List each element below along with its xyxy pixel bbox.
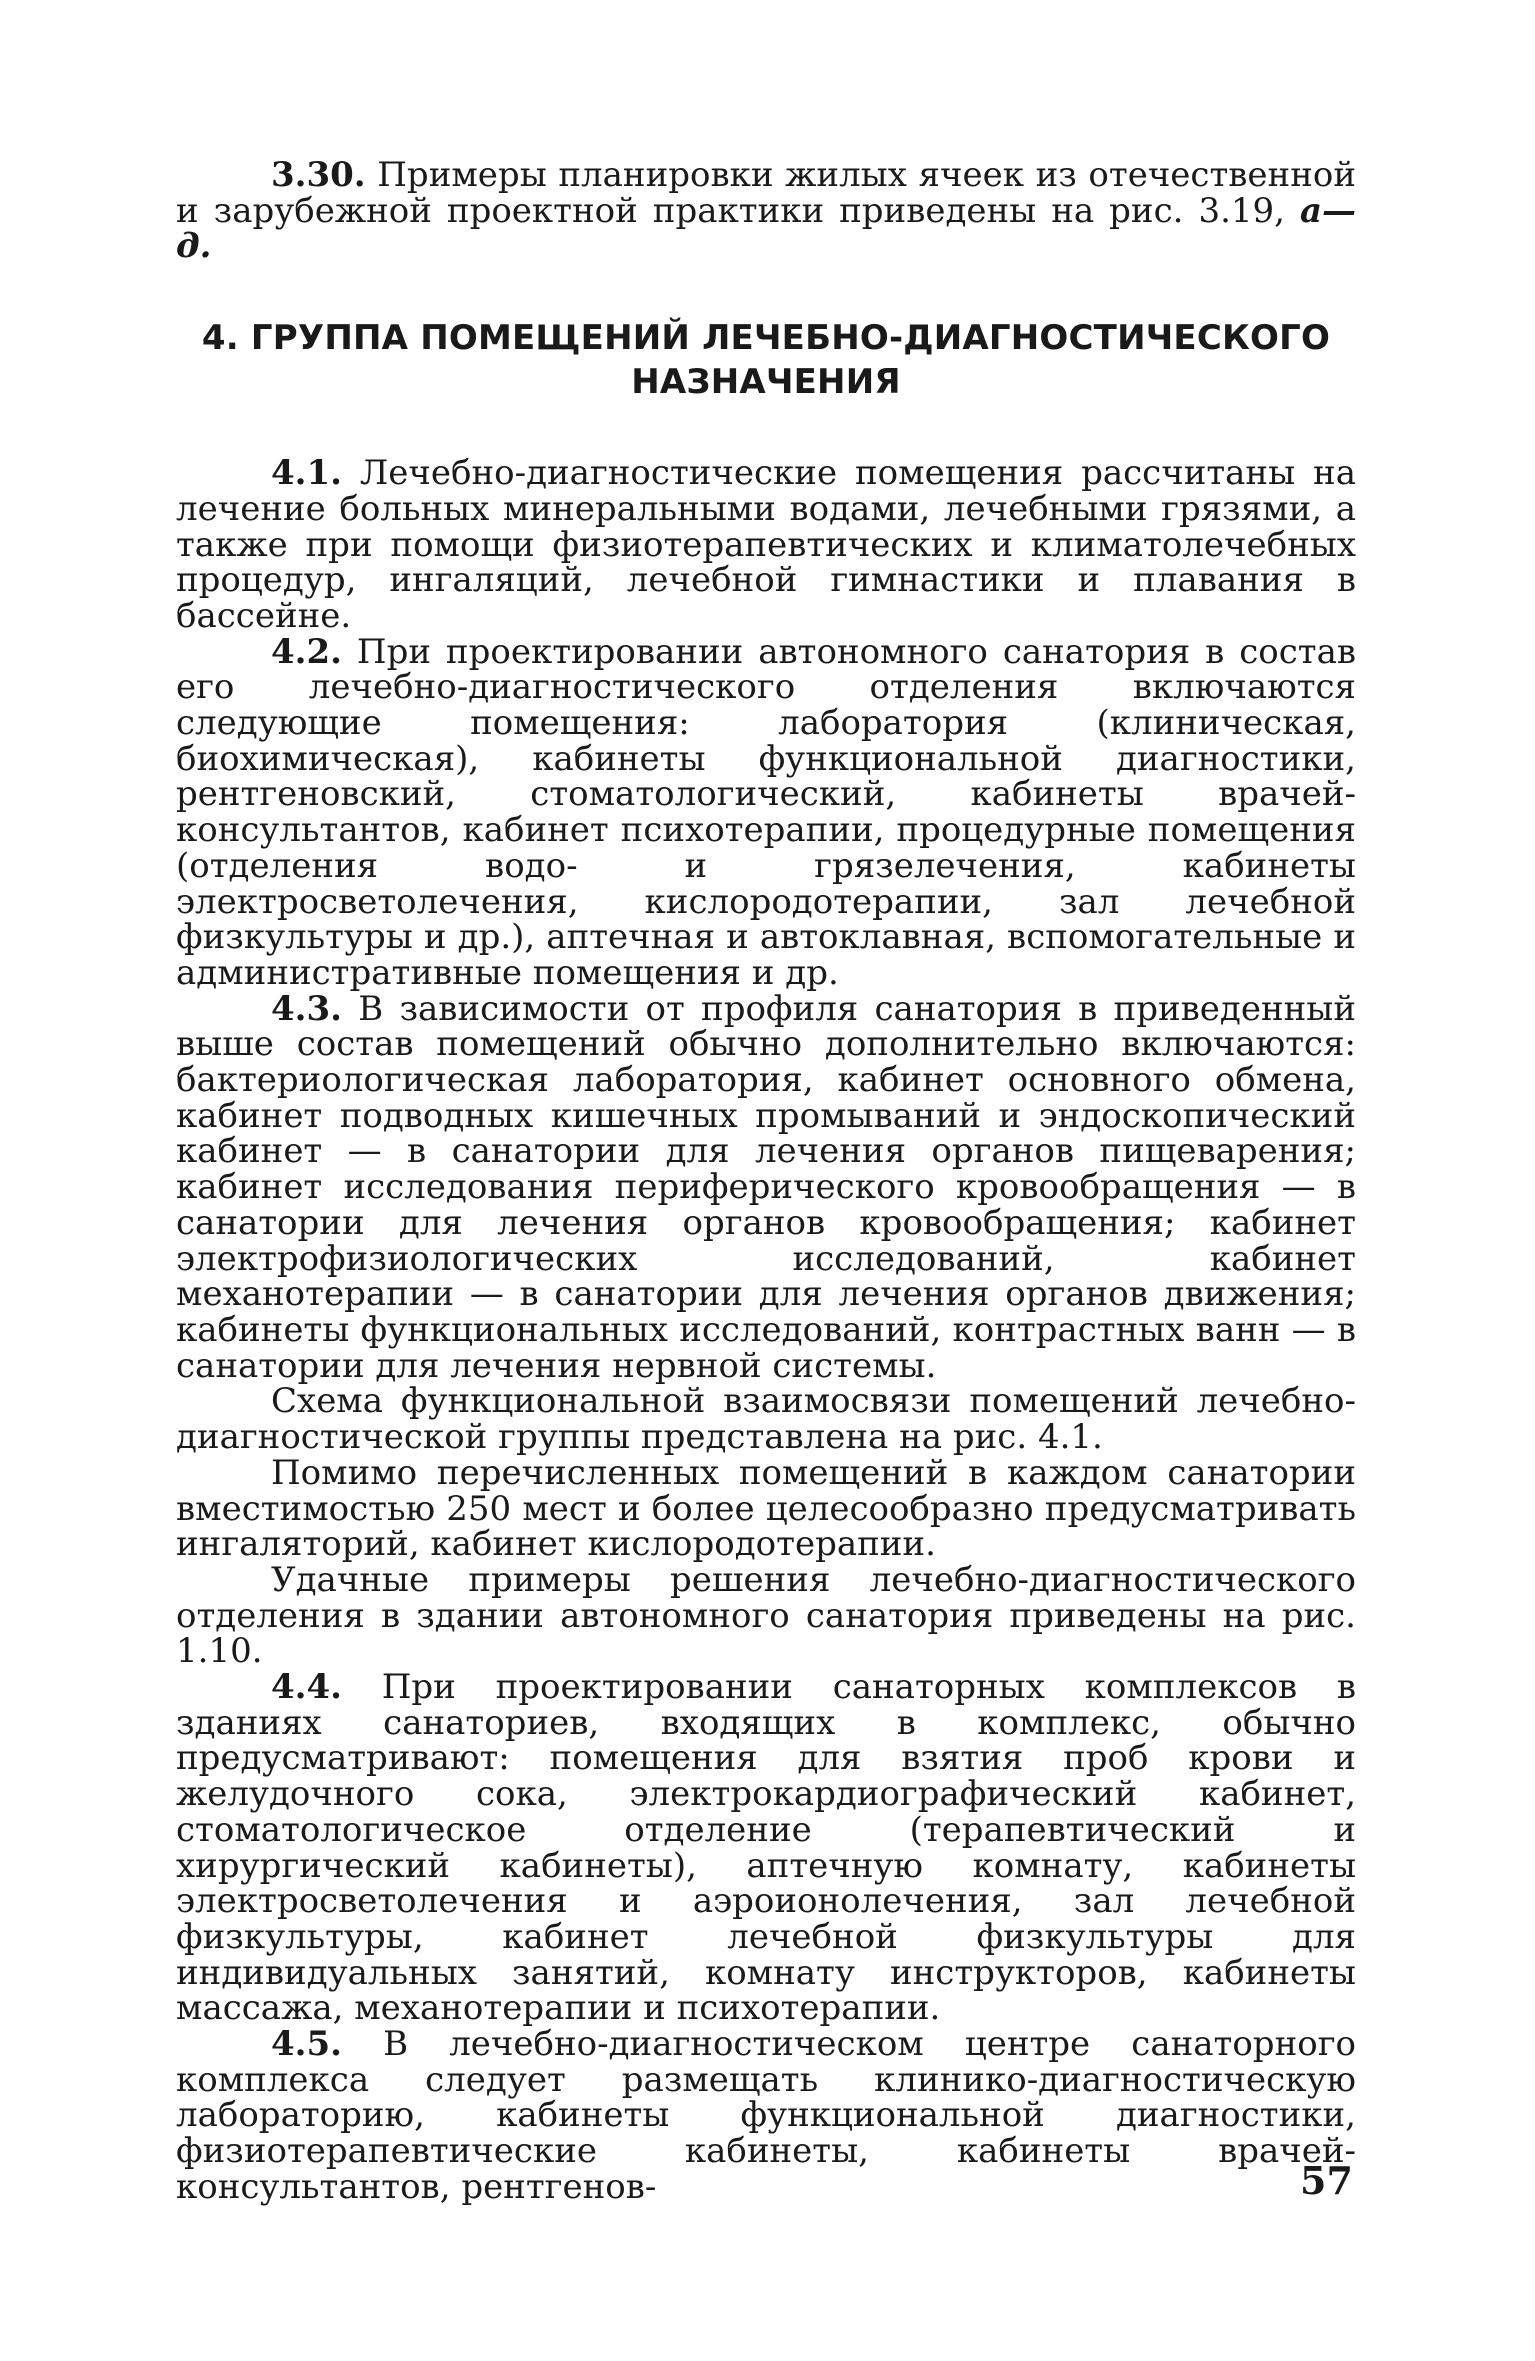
paragraph-number: 4.1.: [271, 453, 342, 494]
section-title-line-2: НАЗНАЧЕНИЯ: [631, 362, 901, 403]
paragraph-4-2: [176, 631, 1356, 993]
paragraph-number: 4.3.: [271, 988, 342, 1029]
paragraph-4-4: [176, 1667, 1356, 2029]
paragraph-number: 3.30.: [271, 155, 366, 195]
paragraph-4-5: [176, 2024, 1356, 2207]
paragraph-examples: Удачные примеры решения лечебно-диагностического отделения в здании автономного санатория приведены на рис. 1.10.: [176, 1559, 1356, 1672]
paragraph-text: В зависимости от профиля санатория в приведенный выше состав помещений обычно дополнительно включаются: бактериологическая лаборатория, кабинет основного обмена, кабинет подводных кишечных промываний и эндоскопический кабинет — в санатории для лечения органов пищеварения; кабинет исследования периферического кровообращения — в санатории для лечения органов кровообращения; кабинет электрофизиологических исследований, кабинет механотерапии — в санатории для лечения органов движения; кабинеты функциональных исследований, контрастных ванн — в санатории для лечения нервной системы.: [176, 988, 1356, 1386]
paragraph-number: 4.4.: [271, 1667, 342, 1708]
figure-reference: а—д.: [176, 190, 1356, 267]
paragraph-text: При проектировании санаторных комплексов в зданиях санаториев, входящих в комплекс, обычно предусматривают: помещения для взятия проб крови и желудочного сока, электрокардиографический кабинет, стоматологическое отделение (терапевтический и хирургический кабинеты), аптечную комнату, кабинеты электросветолечения и аэроионолечения, зал лечебной физкультуры, кабинет лечебной физкультуры для индивидуальных занятий, комнату инструкторов, кабинеты массажа, механотерапии и психотерапии.: [176, 1667, 1356, 2029]
paragraph-text: В лечебно-диагностическом центре санаторного комплекса следует размещать клинико-диагностическую лабораторию, кабинеты функциональной диагностики, физиотерапевтические кабинеты, кабинеты врачей-консультантов, рентгенов-: [176, 2024, 1356, 2207]
paragraph-4-1: [176, 453, 1356, 636]
section-title-line-1: 4. ГРУППА ПОМЕЩЕНИЙ ЛЕЧЕБНО-ДИАГНОСТИЧЕСКОГО: [201, 318, 1331, 359]
paragraph-text: Лечебно-диагностические помещения рассчитаны на лечение больных минеральными водами, лечебными грязями, а также при помощи физиотерапевтических и климатолечебных процедур, ингаляций, лечебной гимнастики и плавания в бассейне.: [176, 453, 1356, 636]
paragraph-number: 4.5.: [271, 2024, 342, 2065]
paragraph-number: 4.2.: [271, 631, 342, 672]
paragraph-3-30: [176, 155, 1356, 267]
paragraph-text: Примеры планировки жилых ячеек из отечественной и зарубежной проектной практики приведены на рис. 3.19,: [176, 155, 1356, 231]
paragraph-4-3: [176, 988, 1356, 1386]
section-title: [176, 316, 1356, 404]
paragraph-scheme-reference: Схема функциональной взаимосвязи помещений лечебно-диагностической группы представлена на рис. 4.1.: [176, 1381, 1356, 1458]
page-body: [176, 155, 1356, 2207]
paragraph-additional-rooms: Помимо перечисленных помещений в каждом санатории вместимостью 250 мест и более целесообразно предусматривать ингаляторий, кабинет кислородотерапии.: [176, 1452, 1356, 1565]
page-number: 57: [1300, 2158, 1353, 2203]
paragraph-text: При проектировании автономного санатория в состав его лечебно-диагностического отделения включаются следующие помещения: лаборатория (клиническая, биохимическая), кабинеты функциональной диагностики, рентгеновский, стоматологический, кабинеты врачей-консультантов, кабинет психотерапии, процедурные помещения (отделения водо- и грязелечения, кабинеты электросветолечения, кислородотерапии, зал лечебной физкультуры и др.), аптечная и автоклавная, вспомогательные и административные помещения и др.: [176, 631, 1356, 993]
